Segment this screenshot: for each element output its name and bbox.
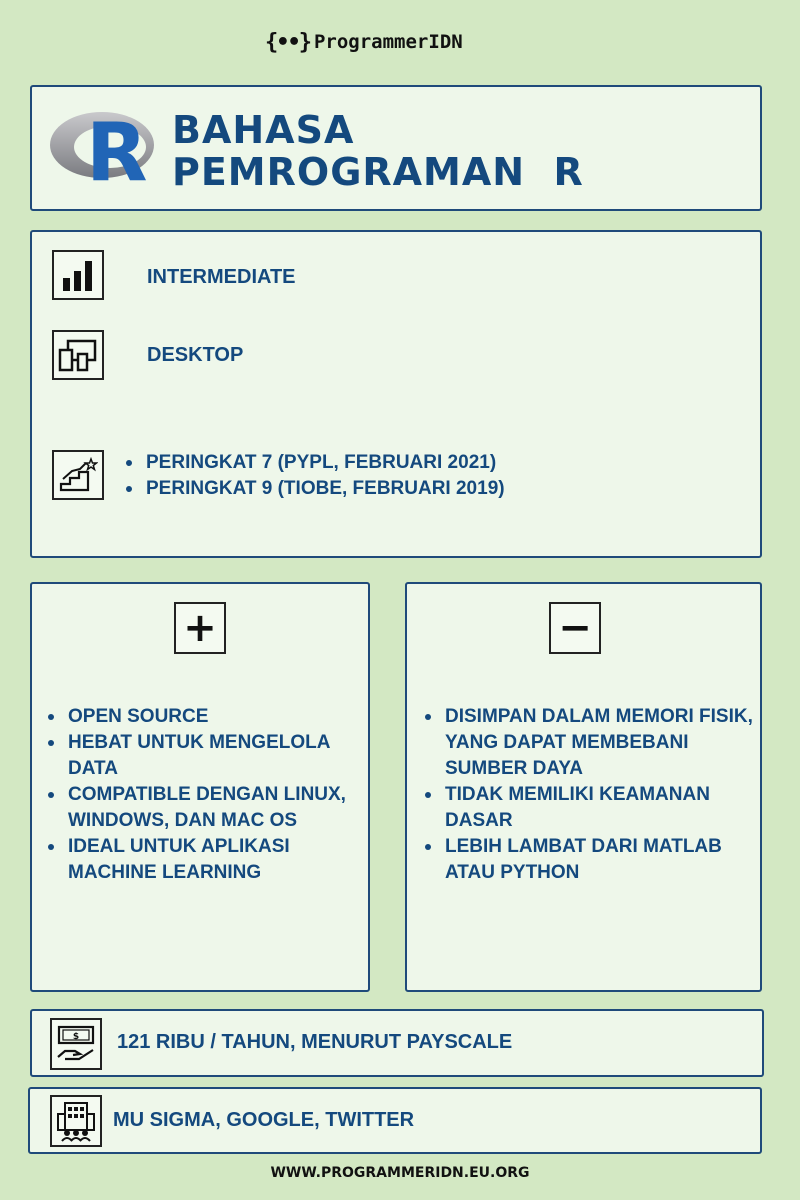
brand-name: ProgrammerIDN xyxy=(313,31,463,53)
footer-url[interactable]: WWW.PROGRAMMERIDN.EU.ORG xyxy=(270,1165,530,1181)
page-title-line1: BAHASA xyxy=(172,108,355,152)
salary-text: 121 RIBU / TAHUN, MENURUT PAYSCALE xyxy=(117,1031,513,1053)
svg-text:$: $ xyxy=(72,1032,80,1042)
ranking-stairs-icon xyxy=(52,450,104,500)
r-logo-icon xyxy=(48,106,160,199)
platform-label: DESKTOP xyxy=(147,344,244,366)
brand-header xyxy=(265,24,463,60)
pros-list xyxy=(46,704,356,886)
title-panel xyxy=(30,85,762,211)
bar-chart-icon xyxy=(52,250,104,300)
salary-panel xyxy=(30,1009,764,1077)
pros-item: HEBAT UNTUK MENGELOLA DATA xyxy=(46,730,356,782)
plus-icon xyxy=(174,602,226,654)
pros-item: OPEN SOURCE xyxy=(46,704,356,730)
plus-symbol: + xyxy=(183,605,217,651)
cons-item: TIDAK MEMILIKI KEAMANAN DASAR xyxy=(423,782,755,834)
companies-text: MU SIGMA, GOOGLE, TWITTER xyxy=(113,1109,415,1131)
minus-icon xyxy=(549,602,601,654)
info-panel xyxy=(30,230,762,558)
ranking-item: PERINGKAT 7 (PYPL, FEBRUARI 2021) xyxy=(124,450,505,476)
ranking-list xyxy=(124,450,505,502)
pros-item: IDEAL UNTUK APLIKASI MACHINE LEARNING xyxy=(46,834,356,886)
page-title-line2: PEMROGRAMAN R xyxy=(172,150,584,194)
level-label: INTERMEDIATE xyxy=(147,266,296,288)
companies-panel xyxy=(28,1087,762,1154)
money-hand-icon xyxy=(50,1018,102,1070)
cons-panel xyxy=(405,582,762,992)
page-title xyxy=(172,109,584,193)
pros-item: COMPATIBLE DENGAN LINUX, WINDOWS, DAN MAC OS xyxy=(46,782,356,834)
brand-logo-icon: {••} xyxy=(265,29,310,55)
cons-list xyxy=(423,704,755,886)
minus-symbol: − xyxy=(558,605,592,651)
ranking-item: PERINGKAT 9 (TIOBE, FEBRUARI 2019) xyxy=(124,476,505,502)
pros-panel xyxy=(30,582,370,992)
cons-item: LEBIH LAMBAT DARI MATLAB ATAU PYTHON xyxy=(423,834,755,886)
r-logo-letter: R xyxy=(86,106,148,199)
office-building-icon xyxy=(50,1095,102,1147)
cons-item: DISIMPAN DALAM MEMORI FISIK, YANG DAPAT MEMBEBANI SUMBER DAYA xyxy=(423,704,755,782)
devices-icon xyxy=(52,330,104,380)
